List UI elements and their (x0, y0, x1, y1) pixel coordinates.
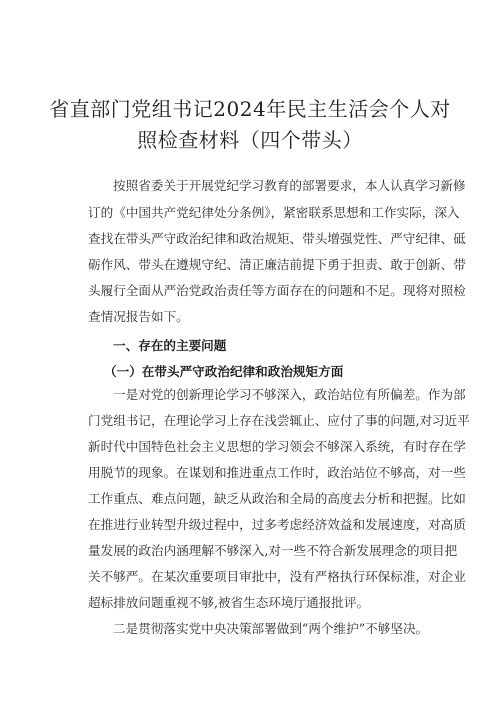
intro-line: 查情况报告如下。 (88, 309, 189, 324)
intro-line: 订的《中国共产党纪律处分条例》，紧密联系思想和工作实际，深入 (88, 205, 460, 220)
intro-line: 头履行全面从严治党政治责任等方面存在的问题和不足。现将对照检 (88, 283, 466, 298)
intro-line: 按照省委关于开展党纪学习教育的部署要求，本人认真学习新修 (113, 178, 466, 193)
paragraph-line: 新时代中国特色社会主义思想的学习领会不够深入系统，有时存在学 (88, 439, 466, 454)
paragraph-line: 工作重点、难点问题，缺乏从政治和全局的高度去分析和把握。比如 (88, 491, 466, 506)
paragraph-line: 用脱节的现象。在谋划和推进重点工作时，政治站位不够高，对一些 (88, 465, 466, 480)
paragraph-line: 超标排放问题重视不够,被省生态环境厅通报批评。 (88, 595, 370, 610)
paragraph-line: 一是对党的创新理论学习不够深入，政治站位有所偏差。作为部 (113, 387, 466, 402)
intro-line: 查找在带头严守政治纪律和政治规矩、带头增强党性、严守纪律、砥 (88, 231, 466, 246)
document-title-line-2: 照检查材料（四个带头） (137, 128, 363, 152)
paragraph-line: 量发展的政治内涵理解不够深入,对一些不符合新发展理念的项目把 (88, 543, 458, 558)
paragraph-line: 关不够严。在某次重要项目审批中，没有严格执行环保标准，对企业 (88, 569, 466, 584)
section-heading: 一、存在的主要问题 (113, 338, 227, 353)
paragraph-line: 在推进行业转型升级过程中，过多考虑经济效益和发展速度，对高质 (88, 517, 466, 532)
intro-line: 砺作风、带头在遵规守纪、清正廉洁前提下勇于担责、敢于创新、带 (88, 257, 466, 272)
document-title-line-1: 省直部门党组书记2024年民主生活会个人对 (49, 97, 451, 121)
subsection-heading: （一）在带头严守政治纪律和政治规矩方面 (104, 364, 344, 379)
paragraph-line: 二是贯彻落实党中央决策部署做到“两个维护”不够坚决。 (113, 621, 429, 636)
paragraph-line: 门党组书记，在理论学习上存在浅尝辄止、应付了事的问题,对习近平 (88, 413, 470, 428)
